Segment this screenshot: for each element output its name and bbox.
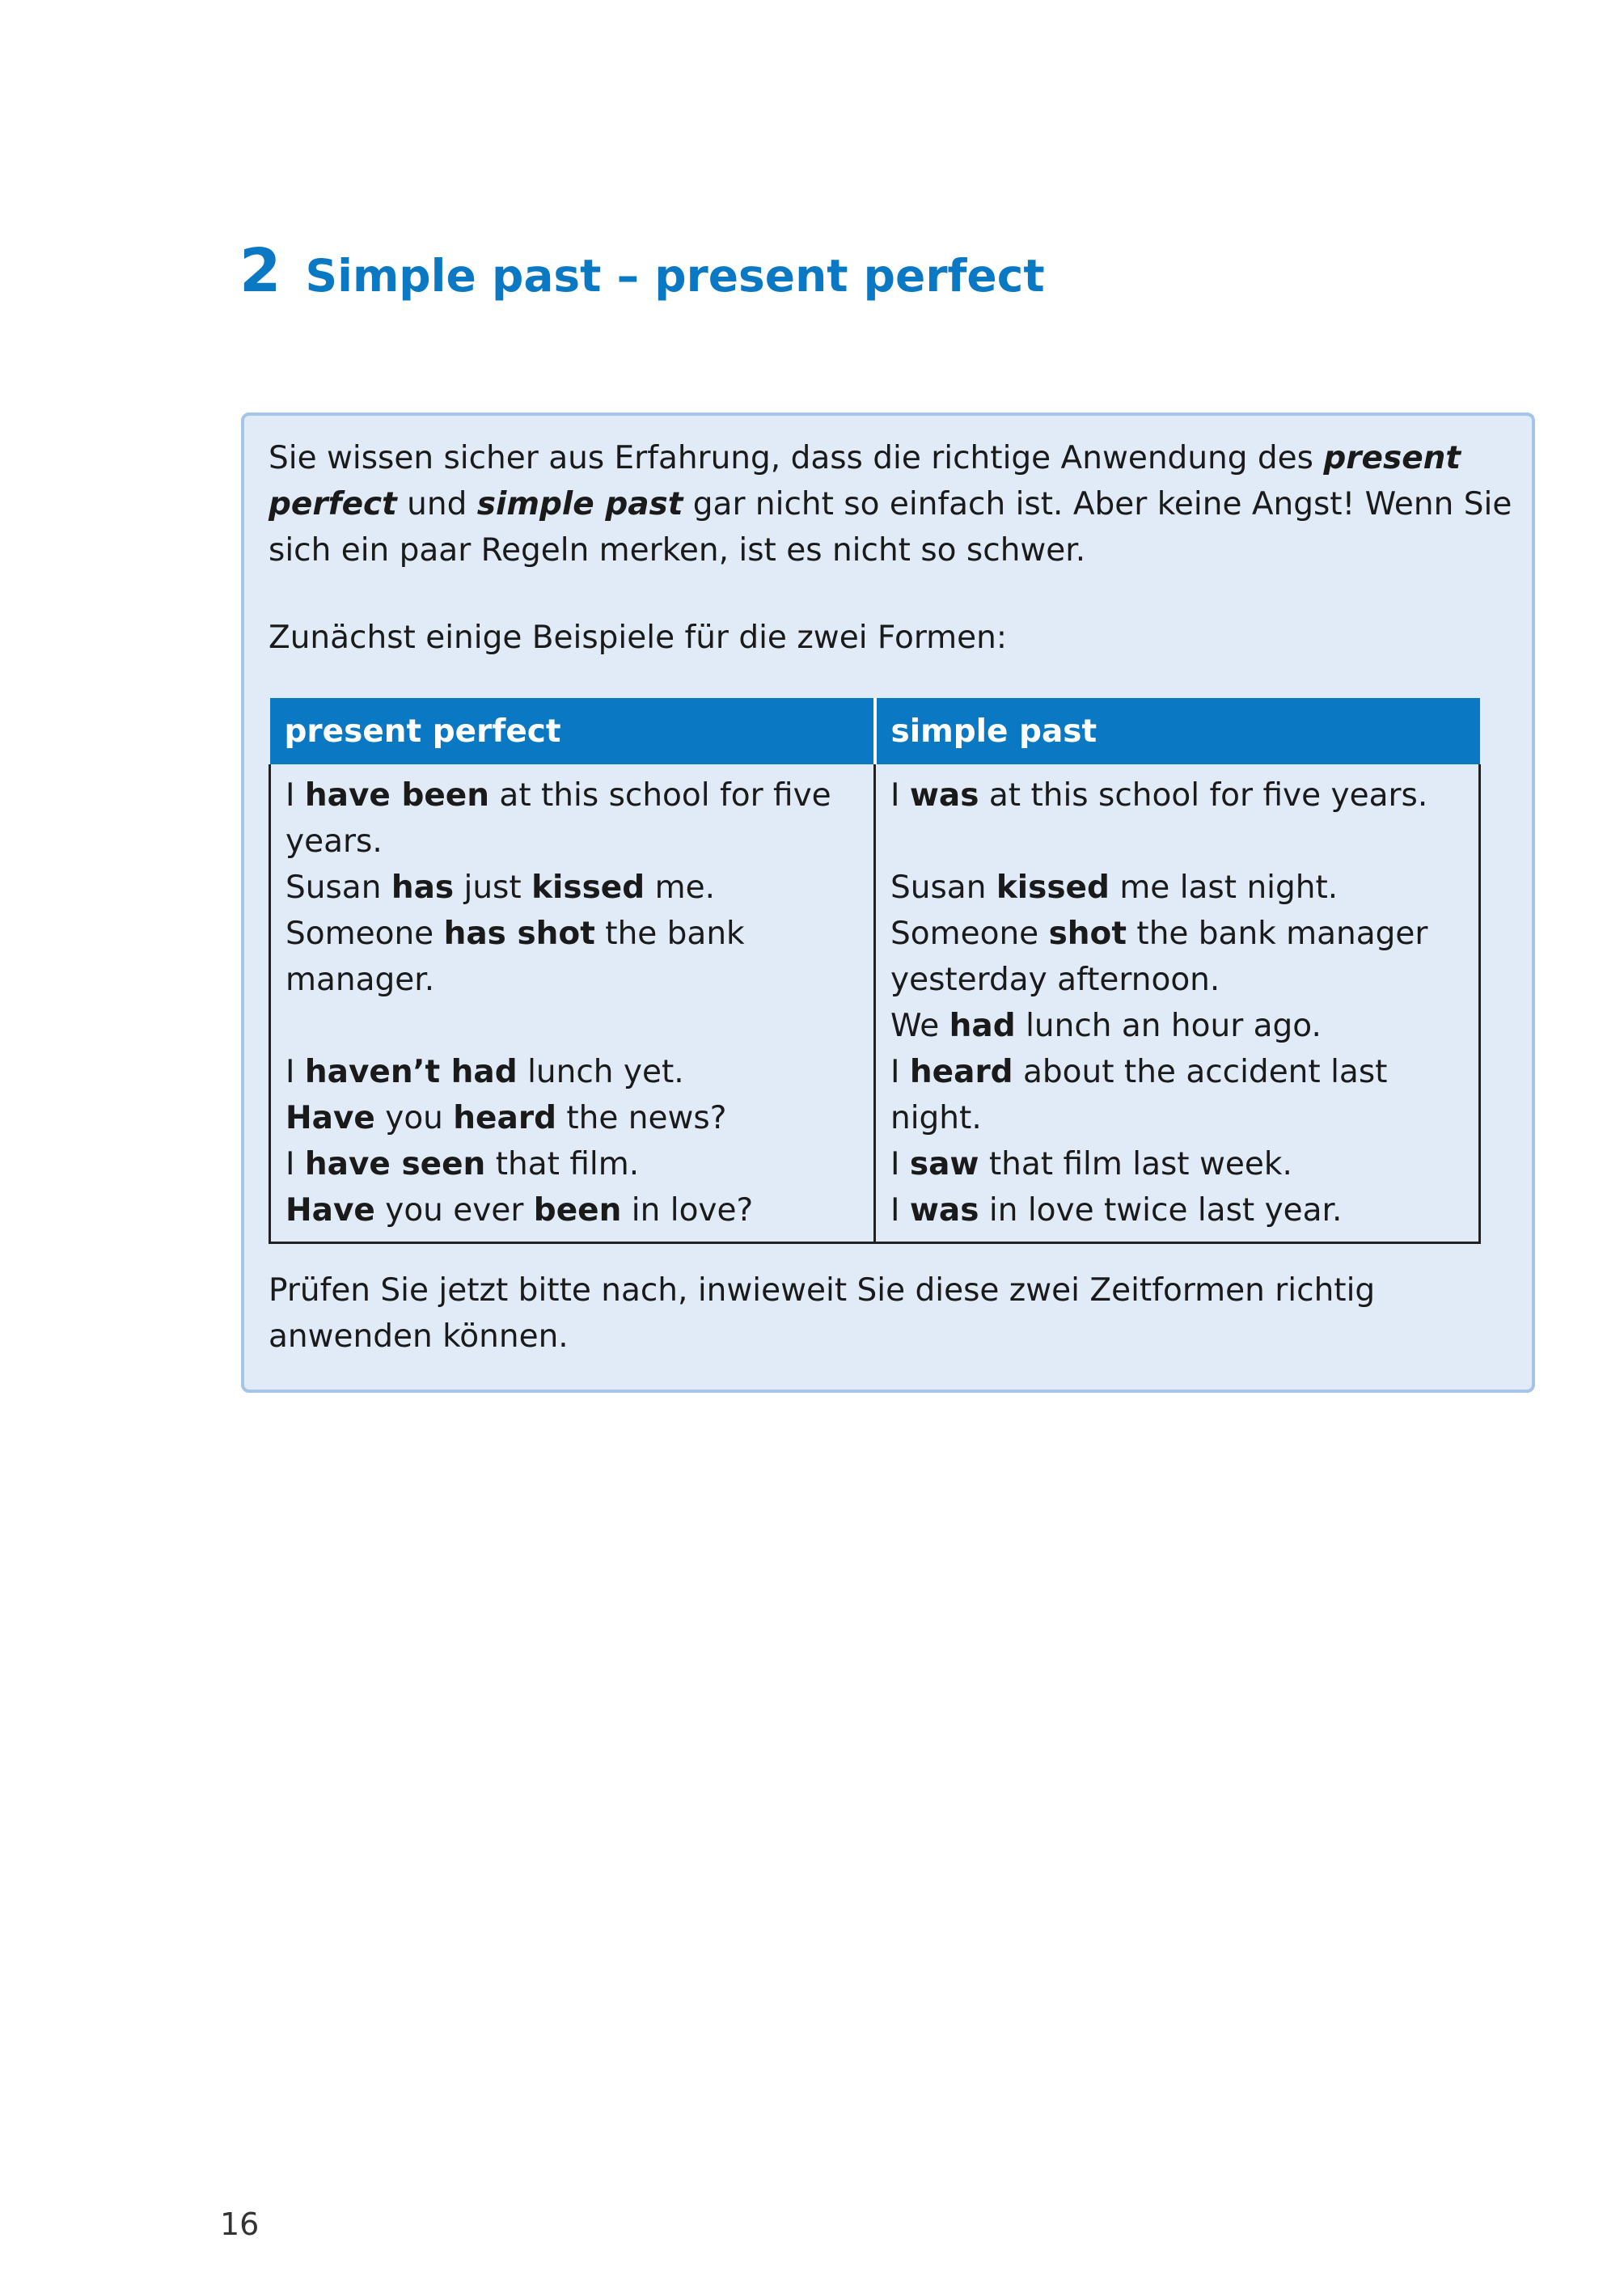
verb-form: was bbox=[909, 777, 979, 814]
example-sentence bbox=[285, 1049, 859, 1095]
example-sentence bbox=[285, 1095, 859, 1141]
simple-past-examples bbox=[875, 764, 1480, 1243]
intro-paragraph bbox=[269, 435, 1514, 573]
example-sentence bbox=[890, 1141, 1464, 1187]
verb-form: have been bbox=[304, 777, 490, 814]
sentence-text: I bbox=[890, 777, 910, 814]
sentence-text: I bbox=[890, 1192, 910, 1229]
example-sentence bbox=[890, 1003, 1464, 1049]
sentence-text: the news? bbox=[556, 1100, 727, 1136]
verb-form: heard bbox=[909, 1054, 1013, 1090]
sentence-text: you ever bbox=[374, 1192, 534, 1229]
sentence-text: at this school for five bbox=[489, 777, 831, 814]
sentence-text: me last night. bbox=[1109, 869, 1339, 906]
sentence-text: about the accident last night. bbox=[890, 1054, 1388, 1136]
example-sentence bbox=[890, 911, 1464, 957]
sentence-text: I bbox=[890, 1054, 910, 1090]
example-sentence bbox=[890, 772, 1464, 819]
sentence-text: in love twice last year. bbox=[979, 1192, 1343, 1229]
example-sentence bbox=[285, 1187, 859, 1233]
example-sentence bbox=[890, 1187, 1464, 1233]
verb-form: saw bbox=[909, 1146, 979, 1182]
example-sentence bbox=[890, 865, 1464, 911]
examples-table bbox=[269, 698, 1481, 1244]
sentence-text: the bank manager. bbox=[285, 916, 745, 998]
info-box bbox=[241, 412, 1535, 1393]
sentence-text: I bbox=[285, 1146, 305, 1182]
sentence-text: I bbox=[285, 1054, 305, 1090]
header-simple-past: simple past bbox=[875, 698, 1480, 764]
sentence-text: just bbox=[454, 869, 532, 906]
verb-form: kissed bbox=[531, 869, 645, 906]
sentence-text: Susan bbox=[285, 869, 391, 906]
header-present-perfect: present perfect bbox=[270, 698, 875, 764]
verb-form: shot bbox=[1048, 916, 1127, 952]
verb-form: heard bbox=[453, 1100, 556, 1136]
section-heading bbox=[239, 236, 1045, 317]
sentence-text: yesterday afternoon. bbox=[890, 962, 1220, 998]
verb-form: have seen bbox=[304, 1146, 486, 1182]
sentence-text: the bank manager bbox=[1127, 916, 1428, 952]
example-sentence bbox=[890, 957, 1464, 1003]
verb-form: has shot bbox=[443, 916, 595, 952]
intro-text: Sie wissen sicher aus Erfahrung, dass die richtige Anwendung des bbox=[269, 440, 1324, 476]
sentence-text: I bbox=[285, 777, 305, 814]
verb-form: was bbox=[909, 1192, 979, 1229]
page-number: 16 bbox=[220, 2206, 260, 2242]
example-sentence bbox=[285, 1003, 859, 1049]
section-title: Simple past – present perfect bbox=[305, 250, 1045, 302]
sentence-text: Someone bbox=[285, 916, 444, 952]
table-header-row bbox=[270, 698, 1480, 764]
verb-form: had bbox=[949, 1008, 1016, 1044]
sentence-text: Someone bbox=[890, 916, 1049, 952]
present-perfect-examples bbox=[270, 764, 875, 1243]
verb-form: Have bbox=[285, 1100, 375, 1136]
example-sentence bbox=[285, 772, 859, 819]
example-sentence bbox=[890, 819, 1464, 865]
example-sentence bbox=[285, 911, 859, 1003]
example-sentence bbox=[285, 819, 859, 865]
verb-form: been bbox=[533, 1192, 622, 1229]
sentence-text: me. bbox=[645, 869, 715, 906]
emphasized-term: present perfect bbox=[269, 440, 1461, 522]
sentence-text: I bbox=[890, 1146, 910, 1182]
sentence-text: lunch an hour ago. bbox=[1015, 1008, 1322, 1044]
examples-prompt: Zunächst einige Beispiele für die zwei Formen: bbox=[269, 620, 1008, 656]
example-sentence bbox=[890, 1049, 1464, 1141]
sentence-text: at this school for five years. bbox=[979, 777, 1428, 814]
verb-form: Have bbox=[285, 1192, 375, 1229]
intro-text: gar nicht so einfach ist. Aber keine Angst! Wenn Sie sich ein paar Regeln merken, ist es nicht so schwer. bbox=[269, 486, 1512, 569]
sentence-text: Susan bbox=[890, 869, 996, 906]
sentence-text: years. bbox=[285, 823, 383, 860]
verb-form: kissed bbox=[996, 869, 1110, 906]
section-number: 2 bbox=[239, 236, 281, 306]
verb-form: has bbox=[391, 869, 455, 906]
emphasized-term: simple past bbox=[476, 486, 683, 522]
sentence-text: We bbox=[890, 1008, 949, 1044]
sentence-text: that film. bbox=[485, 1146, 640, 1182]
example-sentence bbox=[285, 865, 859, 911]
closing-paragraph: Prüfen Sie jetzt bitte nach, inwieweit Sie diese zwei Zeitformen richtig anwenden können. bbox=[269, 1272, 1376, 1355]
table-row bbox=[270, 764, 1480, 1243]
verb-form: haven’t had bbox=[304, 1054, 518, 1090]
sentence-text: in love? bbox=[621, 1192, 754, 1229]
sentence-text: that film last week. bbox=[979, 1146, 1292, 1182]
sentence-text: you bbox=[374, 1100, 454, 1136]
example-sentence bbox=[285, 1141, 859, 1187]
sentence-text: lunch yet. bbox=[517, 1054, 684, 1090]
intro-text: und bbox=[396, 486, 477, 522]
